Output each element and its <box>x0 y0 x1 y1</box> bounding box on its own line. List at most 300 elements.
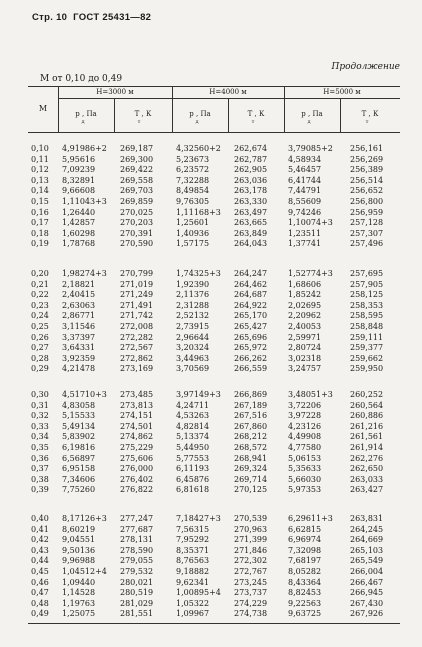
pressure-value: 4,32560+2 <box>176 144 221 153</box>
pressure-value: 4,82814 <box>176 421 210 431</box>
temperature-value: 259,377 <box>350 343 384 353</box>
pressure-value: 1,04512+4 <box>62 567 107 576</box>
mach-value: 0,40 <box>31 514 49 523</box>
pressure-value: 2,11376 <box>176 290 210 300</box>
pressure-value: 7,34606 <box>62 474 96 484</box>
pressure-value: 9,18882 <box>176 567 210 576</box>
temperature-value: 262,674 <box>234 144 268 153</box>
pressure-value: 6,23572 <box>176 165 210 175</box>
temperature-value: 258,848 <box>350 322 384 331</box>
pressure-value: 1,25601 <box>176 218 210 228</box>
page-number: Стр. 10 <box>32 12 68 23</box>
column-header-temperature: T , К <box>247 110 265 118</box>
temperature-value: 260,252 <box>350 390 384 399</box>
temperature-value: 272,302 <box>234 556 268 566</box>
temperature-value: 272,282 <box>120 332 154 342</box>
pressure-value: 5,13374 <box>176 432 210 442</box>
temperature-value: 268,572 <box>234 443 268 452</box>
pressure-value: 1,09440 <box>62 577 96 587</box>
temperature-value: 274,151 <box>120 411 154 421</box>
pressure-value: 1,26440 <box>62 207 96 217</box>
temperature-value: 275,229 <box>120 443 154 452</box>
table-top-rule <box>28 86 400 87</box>
temperature-value: 270,025 <box>120 207 154 217</box>
temperature-value: 274,501 <box>120 421 154 431</box>
temperature-value: 265,170 <box>234 311 268 321</box>
temperature-value: 257,128 <box>350 218 384 228</box>
pressure-value: 9,63725 <box>288 609 322 619</box>
temperature-value: 272,008 <box>120 322 154 331</box>
pressure-value: 7,44791 <box>288 186 322 196</box>
pressure-value: 3,11546 <box>62 322 96 331</box>
temperature-value: 263,036 <box>234 175 268 185</box>
mach-value: 0,24 <box>31 311 49 321</box>
pressure-value: 7,09239 <box>62 165 96 175</box>
temperature-value: 270,963 <box>234 524 268 534</box>
temperature-value: 262,905 <box>234 165 268 175</box>
pressure-value: 8,55609 <box>288 197 322 206</box>
pressure-value: 8,32891 <box>62 175 96 185</box>
pressure-value: 8,60219 <box>62 524 96 534</box>
pressure-value: 8,82453 <box>288 588 322 598</box>
mach-value: 0,32 <box>31 411 49 421</box>
temperature-value: 274,229 <box>234 598 268 608</box>
temperature-value: 257,905 <box>350 279 384 289</box>
temperature-value: 263,831 <box>350 514 384 523</box>
column-header-h5000: H=5000 м <box>323 88 361 96</box>
temperature-value: 271,742 <box>120 311 154 321</box>
temperature-value: 264,669 <box>350 535 384 545</box>
pressure-value: 4,91986+2 <box>62 144 107 153</box>
pressure-value: 2,86771 <box>62 311 96 321</box>
temperature-value: 256,161 <box>350 144 384 153</box>
temperature-value: 273,169 <box>120 364 154 374</box>
temperature-value: 266,262 <box>234 353 268 363</box>
temperature-value: 260,886 <box>350 411 384 421</box>
temperature-value: 263,330 <box>234 197 268 206</box>
pressure-value: 3,79085+2 <box>288 144 333 153</box>
temperature-value: 269,300 <box>120 154 154 164</box>
temperature-value: 279,055 <box>120 556 154 566</box>
temperature-value: 269,714 <box>234 474 268 484</box>
temperature-value: 277,247 <box>120 514 154 523</box>
temperature-value: 265,549 <box>350 556 384 566</box>
pressure-value: 5,15533 <box>62 411 96 421</box>
temperature-value: 262,650 <box>350 464 384 474</box>
pressure-value: 1,40936 <box>176 228 210 238</box>
mach-value: 0,35 <box>31 443 49 452</box>
page-header <box>32 12 151 23</box>
mach-value: 0,34 <box>31 432 49 442</box>
pressure-value: 6,96974 <box>288 535 322 545</box>
pressure-value: 2,96644 <box>176 332 210 342</box>
temperature-value: 270,799 <box>120 269 154 278</box>
pressure-value: 2,40053 <box>288 322 322 331</box>
pressure-value: 5,35633 <box>288 464 322 474</box>
temperature-value: 277,687 <box>120 524 154 534</box>
mach-value: 0,38 <box>31 474 49 484</box>
temperature-value: 266,559 <box>234 364 268 374</box>
mach-value: 0,33 <box>31 421 49 431</box>
temperature-value: 265,696 <box>234 332 268 342</box>
pressure-value: 8,17126+3 <box>62 514 107 523</box>
pressure-value: 4,53263 <box>176 411 210 421</box>
temperature-value: 262,276 <box>350 453 384 463</box>
pressure-value: 6,29611+3 <box>288 514 333 523</box>
temperature-value: 267,860 <box>234 421 268 431</box>
temperature-value: 267,926 <box>350 609 384 619</box>
pressure-value: 1,60298 <box>62 228 96 238</box>
pressure-value: 5,95616 <box>62 154 96 164</box>
temperature-value: 273,737 <box>234 588 268 598</box>
temperature-value: 258,595 <box>350 311 384 321</box>
pressure-value: 1,74325+3 <box>176 269 221 278</box>
temperature-value: 266,467 <box>350 577 384 587</box>
pressure-value: 6,45876 <box>176 474 210 484</box>
temperature-value: 265,427 <box>234 322 268 331</box>
temperature-value: 267,516 <box>234 411 268 421</box>
pressure-value: 3,72206 <box>288 400 322 410</box>
temperature-value: 269,422 <box>120 165 154 175</box>
pressure-value: 6,11193 <box>176 464 210 474</box>
pressure-value: 7,68197 <box>288 556 322 566</box>
pressure-value: 9,66608 <box>62 186 96 196</box>
pressure-value: 5,23673 <box>176 154 210 164</box>
temperature-subscript: т <box>251 119 255 125</box>
pressure-value: 2,40415 <box>62 290 96 300</box>
mach-value: 0,21 <box>31 279 49 289</box>
pressure-value: 3,02318 <box>288 353 322 363</box>
pressure-value: 6,19816 <box>62 443 96 452</box>
pressure-value: 1,85242 <box>288 290 322 300</box>
column-header-pressure: p , Па <box>301 110 323 118</box>
pressure-value: 7,75260 <box>62 485 96 495</box>
temperature-value: 276,402 <box>120 474 154 484</box>
pressure-value: 1,14528 <box>62 588 96 598</box>
temperature-value: 270,391 <box>120 228 154 238</box>
pressure-value: 1,19763 <box>62 598 96 608</box>
mach-value: 0,29 <box>31 364 49 374</box>
mach-value: 0,44 <box>31 556 49 566</box>
pressure-value: 2,52132 <box>176 311 210 321</box>
temperature-value: 279,532 <box>120 567 154 576</box>
pressure-value: 5,46457 <box>288 165 322 175</box>
temperature-value: 274,738 <box>234 609 268 619</box>
temperature-subscript: т <box>365 119 369 125</box>
temperature-value: 265,103 <box>350 545 384 555</box>
column-header-h3000: H=3000 м <box>96 88 134 96</box>
pressure-value: 7,56315 <box>176 524 210 534</box>
pressure-value: 1,10074+3 <box>288 218 333 228</box>
column-header-h4000: H=4000 м <box>209 88 247 96</box>
pressure-value: 3,48051+3 <box>288 390 333 399</box>
temperature-value: 264,247 <box>234 269 268 278</box>
temperature-value: 268,212 <box>234 432 268 442</box>
pressure-value: 6,62815 <box>288 524 322 534</box>
mach-value: 0,47 <box>31 588 49 598</box>
pressure-value: 3,24757 <box>288 364 322 374</box>
pressure-value: 2,63063 <box>62 300 96 310</box>
temperature-value: 270,590 <box>120 239 154 249</box>
pressure-value: 2,02695 <box>288 300 322 310</box>
temperature-value: 280,021 <box>120 577 154 587</box>
temperature-value: 256,389 <box>350 165 384 175</box>
temperature-value: 261,914 <box>350 443 384 452</box>
pressure-value: 1,92390 <box>176 279 210 289</box>
pressure-value: 1,11043+3 <box>62 197 107 206</box>
pressure-value: 8,43364 <box>288 577 322 587</box>
temperature-value: 263,427 <box>350 485 384 495</box>
mach-value: 0,14 <box>31 186 49 196</box>
temperature-value: 272,862 <box>120 353 154 363</box>
pressure-value: 4,51710+3 <box>62 390 107 399</box>
pressure-value: 1,00895+4 <box>176 588 221 598</box>
temperature-value: 271,491 <box>120 300 154 310</box>
temperature-value: 264,245 <box>350 524 384 534</box>
pressure-value: 3,20324 <box>176 343 210 353</box>
temperature-value: 258,353 <box>350 300 384 310</box>
mach-value: 0,36 <box>31 453 49 463</box>
mach-value: 0,23 <box>31 300 49 310</box>
pressure-value: 1,98274+3 <box>62 269 107 278</box>
temperature-value: 270,125 <box>234 485 268 495</box>
pressure-value: 8,76563 <box>176 556 210 566</box>
mach-value: 0,11 <box>31 154 49 164</box>
mach-value: 0,15 <box>31 197 49 206</box>
pressure-value: 5,44950 <box>176 443 210 452</box>
temperature-value: 262,787 <box>234 154 268 164</box>
pressure-value: 1,57175 <box>176 239 210 249</box>
pressure-value: 9,62341 <box>176 577 210 587</box>
pressure-value: 7,32098 <box>288 545 322 555</box>
pressure-value: 3,92359 <box>62 353 96 363</box>
temperature-value: 263,033 <box>350 474 384 484</box>
pressure-value: 2,18821 <box>62 279 96 289</box>
temperature-value: 276,000 <box>120 464 154 474</box>
mach-value: 0,42 <box>31 535 49 545</box>
mach-value: 0,20 <box>31 269 49 278</box>
pressure-value: 2,59971 <box>288 332 322 342</box>
temperature-value: 267,430 <box>350 598 384 608</box>
column-header-m: M <box>38 104 48 113</box>
mach-value: 0,28 <box>31 353 49 363</box>
header-mid-rule <box>58 98 400 99</box>
mach-value: 0,16 <box>31 207 49 217</box>
temperature-value: 263,178 <box>234 186 268 196</box>
temperature-value: 278,590 <box>120 545 154 555</box>
mach-value: 0,49 <box>31 609 49 619</box>
mach-value: 0,19 <box>31 239 49 249</box>
pressure-value: 9,96988 <box>62 556 96 566</box>
data-table <box>28 86 400 624</box>
pressure-subscript: д <box>307 119 311 125</box>
temperature-value: 264,043 <box>234 239 268 249</box>
pressure-value: 3,97228 <box>288 411 322 421</box>
pressure-value: 3,64331 <box>62 343 96 353</box>
pressure-value: 3,44963 <box>176 353 210 363</box>
column-header-temperature: T , К <box>134 110 152 118</box>
mach-value: 0,18 <box>31 228 49 238</box>
pressure-value: 1,68606 <box>288 279 322 289</box>
temperature-value: 256,959 <box>350 207 384 217</box>
pressure-value: 7,95292 <box>176 535 210 545</box>
pressure-value: 1,25075 <box>62 609 96 619</box>
pressure-value: 4,49908 <box>288 432 322 442</box>
temperature-value: 273,813 <box>120 400 154 410</box>
temperature-value: 272,567 <box>120 343 154 353</box>
pressure-value: 4,21478 <box>62 364 96 374</box>
mach-value: 0,26 <box>31 332 49 342</box>
header-bottom-rule <box>28 132 400 133</box>
pressure-value: 2,73915 <box>176 322 210 331</box>
temperature-value: 256,652 <box>350 186 384 196</box>
temperature-value: 278,131 <box>120 535 154 545</box>
pressure-value: 5,97353 <box>288 485 322 495</box>
pressure-value: 6,56897 <box>62 453 96 463</box>
temperature-value: 263,849 <box>234 228 268 238</box>
pressure-value: 2,20962 <box>288 311 322 321</box>
pressure-value: 4,24711 <box>176 400 210 410</box>
temperature-value: 257,496 <box>350 239 384 249</box>
mach-value: 0,22 <box>31 290 49 300</box>
pressure-value: 5,83902 <box>62 432 96 442</box>
pressure-value: 5,49134 <box>62 421 96 431</box>
temperature-value: 272,767 <box>234 567 268 576</box>
temperature-value: 266,945 <box>350 588 384 598</box>
temperature-value: 269,324 <box>234 464 268 474</box>
pressure-subscript: д <box>195 119 199 125</box>
continuation-label: Продолжение <box>331 62 400 72</box>
pressure-value: 3,70569 <box>176 364 210 374</box>
column-header-pressure: p , Па <box>75 110 97 118</box>
temperature-value: 256,800 <box>350 197 384 206</box>
pressure-value: 1,37741 <box>288 239 322 249</box>
mach-value: 0,13 <box>31 175 49 185</box>
mach-value: 0,48 <box>31 598 49 608</box>
temperature-value: 271,249 <box>120 290 154 300</box>
pressure-value: 5,77553 <box>176 453 210 463</box>
pressure-value: 9,22563 <box>288 598 322 608</box>
pressure-value: 8,49854 <box>176 186 210 196</box>
pressure-value: 5,66030 <box>288 474 322 484</box>
temperature-value: 271,399 <box>234 535 268 545</box>
table-subtitle: М от 0,10 до 0,49 <box>40 74 123 84</box>
mach-value: 0,10 <box>31 144 49 153</box>
temperature-value: 264,922 <box>234 300 268 310</box>
temperature-value: 259,111 <box>350 332 384 342</box>
temperature-value: 269,703 <box>120 186 154 196</box>
temperature-value: 269,859 <box>120 197 154 206</box>
pressure-value: 1,09967 <box>176 609 210 619</box>
table-bottom-rule <box>28 623 400 624</box>
temperature-value: 280,519 <box>120 588 154 598</box>
pressure-value: 3,37397 <box>62 332 96 342</box>
temperature-value: 266,869 <box>234 390 268 399</box>
mach-value: 0,30 <box>31 390 49 399</box>
pressure-value: 2,80724 <box>288 343 322 353</box>
mach-value: 0,17 <box>31 218 49 228</box>
mach-value: 0,43 <box>31 545 49 555</box>
temperature-value: 263,497 <box>234 207 268 217</box>
temperature-value: 270,203 <box>120 218 154 228</box>
mach-value: 0,27 <box>31 343 49 353</box>
mach-value: 0,39 <box>31 485 49 495</box>
temperature-value: 273,245 <box>234 577 268 587</box>
temperature-value: 266,004 <box>350 567 384 576</box>
mach-value: 0,45 <box>31 567 49 576</box>
temperature-value: 265,972 <box>234 343 268 353</box>
pressure-value: 4,23126 <box>288 421 322 431</box>
pressure-value: 9,50136 <box>62 545 96 555</box>
temperature-value: 281,029 <box>120 598 154 608</box>
temperature-value: 270,539 <box>234 514 268 523</box>
temperature-value: 256,269 <box>350 154 384 164</box>
pressure-value: 4,58934 <box>288 154 322 164</box>
pressure-value: 1,11168+3 <box>176 207 221 217</box>
temperature-value: 269,558 <box>120 175 154 185</box>
mach-value: 0,41 <box>31 524 49 534</box>
temperature-value: 260,564 <box>350 400 384 410</box>
temperature-value: 259,950 <box>350 364 384 374</box>
pressure-value: 9,04551 <box>62 535 96 545</box>
temperature-value: 275,606 <box>120 453 154 463</box>
mach-value: 0,12 <box>31 165 49 175</box>
column-header-temperature: T , К <box>361 110 379 118</box>
pressure-value: 6,95158 <box>62 464 96 474</box>
temperature-value: 261,216 <box>350 421 384 431</box>
pressure-value: 1,78768 <box>62 239 96 249</box>
pressure-subscript: д <box>81 119 85 125</box>
column-header-pressure: p , Па <box>189 110 211 118</box>
pressure-value: 7,32288 <box>176 175 210 185</box>
temperature-value: 256,514 <box>350 175 384 185</box>
temperature-value: 269,187 <box>120 144 154 153</box>
pressure-value: 9,76305 <box>176 197 210 206</box>
temperature-value: 274,862 <box>120 432 154 442</box>
temperature-value: 257,307 <box>350 228 384 238</box>
temperature-value: 259,662 <box>350 353 384 363</box>
temperature-value: 257,695 <box>350 269 384 278</box>
temperature-value: 261,561 <box>350 432 384 442</box>
standard-code: ГОСТ 25431—82 <box>73 12 152 23</box>
temperature-subscript: т <box>137 119 141 125</box>
mach-value: 0,37 <box>31 464 49 474</box>
pressure-value: 4,83058 <box>62 400 96 410</box>
temperature-value: 267,189 <box>234 400 268 410</box>
temperature-value: 271,846 <box>234 545 268 555</box>
mach-value: 0,46 <box>31 577 49 587</box>
pressure-value: 1,52774+3 <box>288 269 333 278</box>
temperature-value: 276,822 <box>120 485 154 495</box>
temperature-value: 258,125 <box>350 290 384 300</box>
temperature-value: 263,665 <box>234 218 268 228</box>
pressure-value: 3,97149+3 <box>176 390 221 399</box>
pressure-value: 1,42857 <box>62 218 96 228</box>
temperature-value: 268,941 <box>234 453 268 463</box>
pressure-value: 7,18427+3 <box>176 514 221 523</box>
pressure-value: 4,77580 <box>288 443 322 452</box>
pressure-value: 5,06153 <box>288 453 322 463</box>
pressure-value: 1,23511 <box>288 228 322 238</box>
mach-value: 0,31 <box>31 400 49 410</box>
pressure-value: 8,05282 <box>288 567 322 576</box>
pressure-value: 1,05322 <box>176 598 210 608</box>
mach-value: 0,25 <box>31 322 49 331</box>
temperature-value: 271,019 <box>120 279 154 289</box>
temperature-value: 264,687 <box>234 290 268 300</box>
pressure-value: 9,74246 <box>288 207 322 217</box>
pressure-value: 8,35371 <box>176 545 210 555</box>
